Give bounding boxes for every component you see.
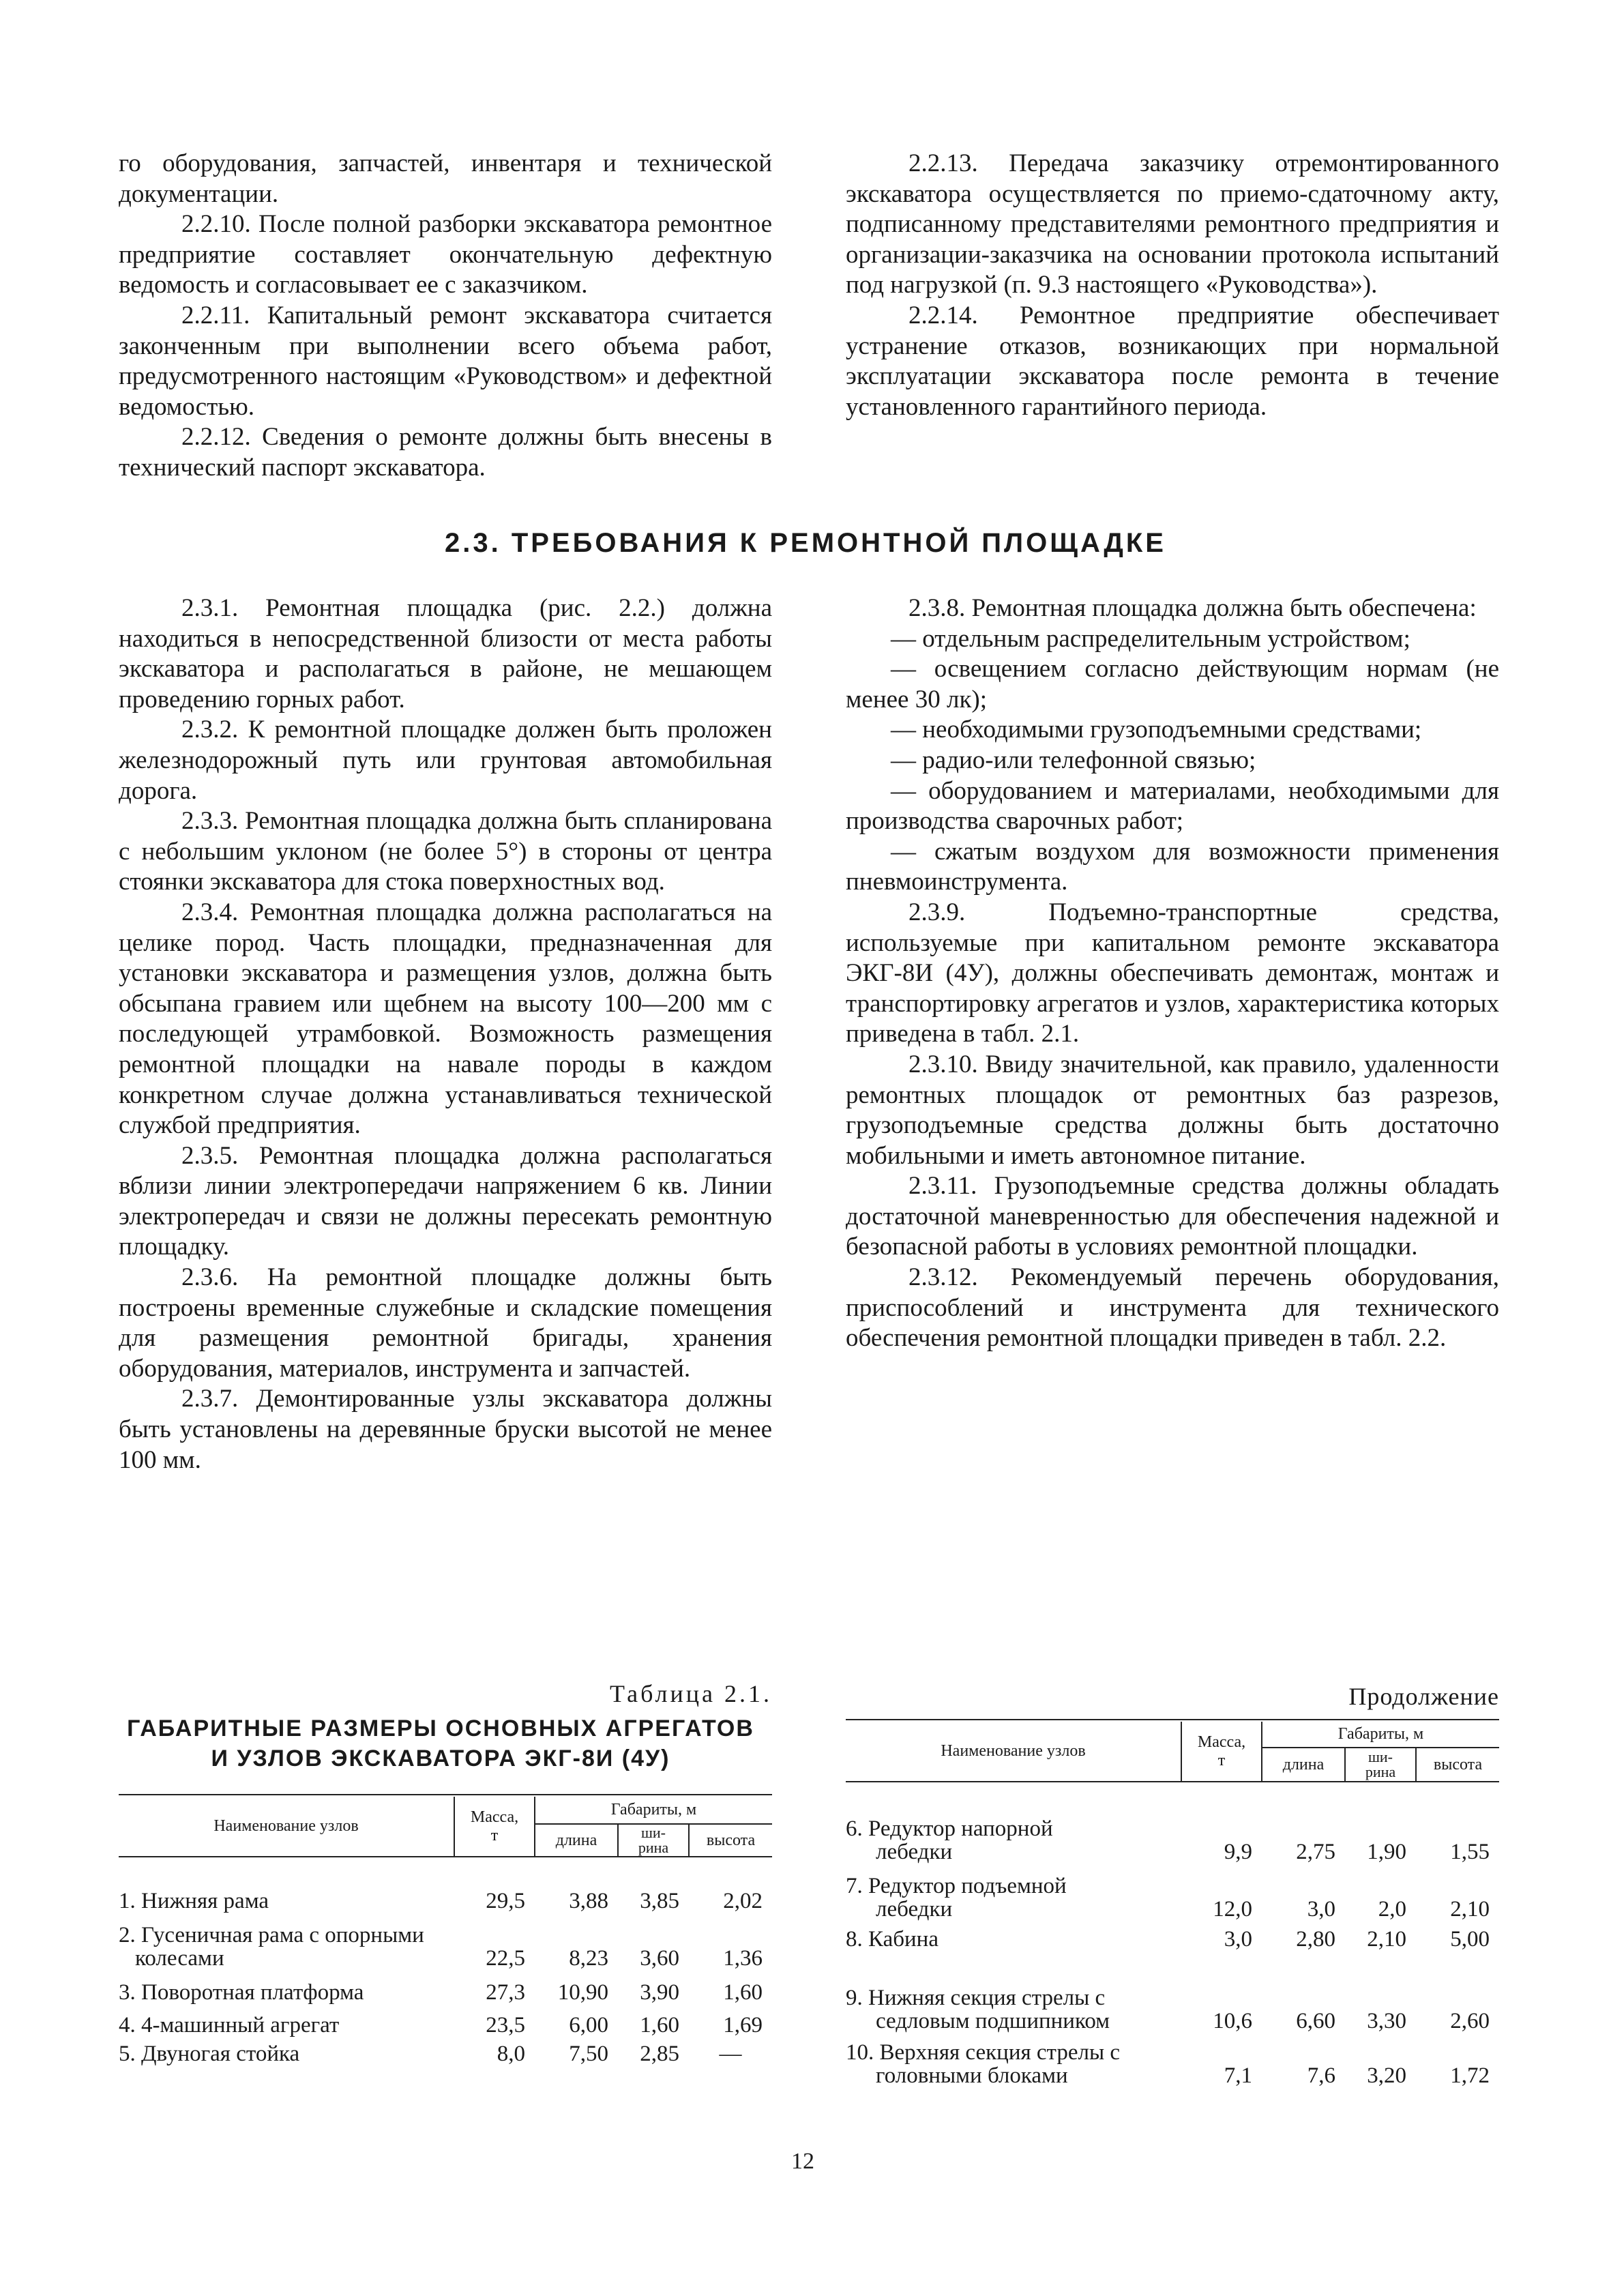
header-height: высота xyxy=(1433,1755,1483,1773)
cell-height: 1,36 xyxy=(723,1946,763,1971)
table-title-line: ГАБАРИТНЫЕ РАЗМЕРЫ ОСНОВНЫХ АГРЕГАТОВ xyxy=(127,1716,754,1741)
cell-length: 6,60 xyxy=(1296,2009,1335,2033)
cell-height: 1,55 xyxy=(1450,1840,1490,1864)
header-length: длина xyxy=(1262,1748,1345,1782)
list-item: — радио-или телефонной связью; xyxy=(891,746,1256,774)
left-column-main xyxy=(119,593,772,1475)
paragraph: 2.3.7. Демонтированные узлы экскаватора должны быть установлены на деревянные бруски высотой не менее 100 мм. xyxy=(119,1385,772,1474)
cell-width: 3,60 xyxy=(640,1946,679,1971)
spec-table-right xyxy=(846,1722,1499,2087)
list-item: — необходимыми грузоподъемными средствами; xyxy=(891,716,1422,744)
table-row xyxy=(846,1921,1499,1951)
header-mass-line: Масса, xyxy=(470,1808,519,1826)
header-length: длина xyxy=(535,1824,618,1857)
cell-mass: 12,0 xyxy=(1213,1897,1252,1922)
cell-length: 7,6 xyxy=(1307,2063,1335,2088)
cell-name: 5. Двуногая стойка xyxy=(119,2042,300,2066)
paragraph: 2.2.13. Передача заказчику отремонтированного экскаватора осуществляется по приемо-сдаточному акту, подписанному представителями ремонтного предприятия и организации-заказчика на основании протокола испытаний под нагрузкой (п. 9.3 настоящего «Руководства»). xyxy=(846,149,1499,299)
header-width xyxy=(1345,1748,1416,1782)
paragraph: 2.3.2. К ремонтной площадке должен быть проложен железнодорожный путь или грунтовая автомобильная дорога. xyxy=(119,716,772,805)
paragraph: 2.3.3. Ремонтная площадка должна быть спланирована с небольшим уклоном (не более 5°) в стороны от центра стоянки экскаватора для стока поверхностных вод. xyxy=(119,807,772,896)
cell-width: 1,60 xyxy=(640,2013,679,2037)
header-mass xyxy=(454,1797,535,1857)
cell-mass: 23,5 xyxy=(486,2013,525,2037)
cell-mass: 7,1 xyxy=(1224,2063,1252,2088)
paragraph: 2.3.1. Ремонтная площадка (рис. 2.2.) должна находиться в непосредственной близости от места работы экскаватора и располагаться в районе, не мешающем проведению горных работ. xyxy=(119,594,772,713)
header-dims: Габариты, м xyxy=(1262,1722,1499,1748)
cell-height: 1,69 xyxy=(723,2013,763,2037)
table-rule xyxy=(119,1794,772,1795)
header-mass-line: т xyxy=(490,1826,499,1844)
page-number: 12 xyxy=(791,2149,814,2174)
right-column-main xyxy=(846,593,1499,1354)
header-mass-line: т xyxy=(1217,1751,1226,1769)
paragraph: 2.3.11. Грузоподъемные средства должны обладать достаточной маневренностью для обеспечения надежной и безопасной работы в условиях ремонтной площадки. xyxy=(846,1172,1499,1261)
cell-length: 3,88 xyxy=(569,1889,608,1913)
header-height: высота xyxy=(706,1831,756,1849)
cell-length: 2,75 xyxy=(1296,1840,1335,1864)
table-row xyxy=(119,1859,772,1913)
table-row xyxy=(846,2033,1499,2087)
cell-length: 7,50 xyxy=(569,2042,608,2066)
cell-width: 2,85 xyxy=(640,2042,679,2066)
header-width-line: ши- xyxy=(1368,1748,1393,1765)
cell-mass: 10,6 xyxy=(1213,2009,1252,2033)
header-name: Наименование узлов xyxy=(119,1797,454,1857)
table-caption: Таблица 2.1. xyxy=(610,1680,772,1707)
paragraph: 2.2.12. Сведения о ремонте должны быть внесены в технический паспорт экскаватора. xyxy=(119,423,772,482)
paragraph: 2.3.8. Ремонтная площадка должна быть обеспечена: xyxy=(908,594,1477,622)
table-title xyxy=(109,1713,772,1773)
paragraph: 2.3.5. Ремонтная площадка должна располагаться вблизи линии электропередачи напряжением 6 кв. Линии электропередач и связи не должны пересекать ремонтную площадку. xyxy=(119,1141,772,1261)
table-continuation-label: Продолжение xyxy=(1348,1683,1499,1710)
cell-length: 3,0 xyxy=(1307,1897,1335,1922)
table-rule xyxy=(846,1719,1499,1720)
cell-length: 6,00 xyxy=(569,2013,608,2037)
cell-name: 3. Поворотная платформа xyxy=(119,1980,364,2005)
paragraph: 2.3.10. Ввиду значительной, как правило, удаленности ремонтных площадок от ремонтных баз разрезов, грузоподъемные средства должны быть достаточно мобильными и иметь автономное питание. xyxy=(846,1050,1499,1170)
table-row xyxy=(846,1951,1499,2033)
cell-name: 10. Верхняя секция стрелы с головными блоками xyxy=(846,2040,1121,2088)
cell-name: 8. Кабина xyxy=(846,1927,938,1952)
list-item: — сжатым воздухом для возможности применения пневмоинструмента. xyxy=(846,837,1499,896)
list-item: — оборудованием и материалами, необходимыми для производства сварочных работ; xyxy=(846,776,1499,836)
header-width-line: рина xyxy=(638,1839,669,1856)
table-row xyxy=(119,2004,772,2037)
header-width-line: рина xyxy=(1365,1763,1396,1780)
cell-name: 9. Нижняя секция стрелы с седловым подшипником xyxy=(846,1986,1110,2033)
header-width-line: ши- xyxy=(640,1824,666,1841)
paragraph: го оборудования, запчастей, инвентаря и технической документации. xyxy=(119,149,772,208)
cell-width: 2,10 xyxy=(1367,1927,1406,1952)
cell-width: 3,30 xyxy=(1367,2009,1406,2033)
cell-mass: 9,9 xyxy=(1224,1840,1252,1864)
cell-mass: 27,3 xyxy=(486,1980,525,2005)
paragraph: 2.2.10. После полной разборки экскаватора ремонтное предприятие составляет окончательную дефектную ведомость и согласовывает ее с заказчиком. xyxy=(119,210,772,299)
cell-height: 1,72 xyxy=(1450,2063,1490,2088)
table-row xyxy=(119,1913,772,1970)
table-title-line: И УЗЛОВ ЭКСКАВАТОРА ЭКГ-8И (4У) xyxy=(211,1746,670,1771)
cell-mass: 22,5 xyxy=(486,1946,525,1971)
cell-name: 7. Редуктор подъемной лебедки xyxy=(846,1874,1067,1922)
cell-height: 2,02 xyxy=(723,1889,763,1913)
table-row xyxy=(846,1864,1499,1921)
cell-length: 2,80 xyxy=(1296,1927,1335,1952)
paragraph: 2.3.4. Ремонтная площадка должна располагаться на целике пород. Часть площадки, предназначенная для установки экскаватора и размещения узлов, должна быть обсыпана гравием или щебнем на высоту 100—200 мм с последующей утрамбовкой. Возможность размещения ремонтной площадки на навале породы в каждом конкретном случае должна устанавливаться технической службой предприятия. xyxy=(119,898,772,1140)
paragraph: 2.3.6. На ремонтной площадке должны быть построены временные служебные и складские помещения для размещения ремонтной бригады, хранения оборудования, материалов, инструмента и запчастей. xyxy=(119,1263,772,1383)
list-item: — освещением согласно действующим нормам (не менее 30 лк); xyxy=(846,655,1499,713)
cell-width: 2,0 xyxy=(1378,1897,1406,1922)
cell-width: 3,85 xyxy=(640,1889,679,1913)
cell-width: 1,90 xyxy=(1367,1840,1406,1864)
right-column-top xyxy=(846,149,1499,422)
cell-width: 3,90 xyxy=(640,1980,679,2005)
section-heading: 2.3. ТРЕБОВАНИЯ К РЕМОНТНОЙ ПЛОЩАДКЕ xyxy=(445,528,1166,558)
list-item: — отдельным распределительным устройством; xyxy=(891,624,1410,653)
header-name: Наименование узлов xyxy=(846,1722,1181,1782)
cell-name: 6. Редуктор напорной лебедки xyxy=(846,1816,1053,1864)
cell-length: 10,90 xyxy=(557,1980,608,2005)
header-mass-line: Масса, xyxy=(1197,1733,1246,1751)
table-row xyxy=(119,1970,772,2004)
table-row xyxy=(119,2037,772,2065)
cell-height: 2,10 xyxy=(1450,1897,1490,1922)
cell-mass: 8,0 xyxy=(497,2042,525,2066)
cell-length: 8,23 xyxy=(569,1946,608,1971)
paragraph: 2.2.11. Капитальный ремонт экскаватора считается законченным при выполнении всего объема работ, предусмотренного настоящим «Руководством» и дефектной ведомостью. xyxy=(119,301,772,421)
cell-name: 1. Нижняя рама xyxy=(119,1889,269,1913)
left-column-top xyxy=(119,149,772,484)
cell-mass: 29,5 xyxy=(486,1889,525,1913)
cell-height: 1,60 xyxy=(723,1980,763,2005)
cell-width: 3,20 xyxy=(1367,2063,1406,2088)
paragraph: 2.3.9. Подъемно-транспортные средства, используемые при капитальном ремонте экскаватора ЭКГ-8И (4У), должны обеспечивать демонтаж, монтаж и транспортировку агрегатов и узлов, характеристика которых приведена в табл. 2.1. xyxy=(846,898,1499,1048)
cell-name: 4. 4-машинный агрегат xyxy=(119,2013,340,2037)
cell-height: 2,60 xyxy=(1450,2009,1490,2033)
cell-height: 5,00 xyxy=(1450,1927,1490,1952)
cell-mass: 3,0 xyxy=(1224,1927,1252,1952)
paragraph: 2.3.12. Рекомендуемый перечень оборудования, приспособлений и инструмента для технического обеспечения ремонтной площадки приведен в табл. 2.2. xyxy=(846,1263,1499,1353)
header-width xyxy=(618,1824,689,1857)
cell-name: 2. Гусеничная рама с опорными колесами xyxy=(119,1923,424,1971)
cell-height: — xyxy=(719,2042,742,2066)
spec-table-left xyxy=(119,1797,772,2065)
table-row xyxy=(846,1784,1499,1864)
paragraph: 2.2.14. Ремонтное предприятие обеспечивает устранение отказов, возникающих при нормальной эксплуатации экскаватора после ремонта в течение установленного гарантийного периода. xyxy=(846,301,1499,421)
header-mass xyxy=(1181,1722,1262,1782)
header-dims: Габариты, м xyxy=(535,1797,772,1824)
